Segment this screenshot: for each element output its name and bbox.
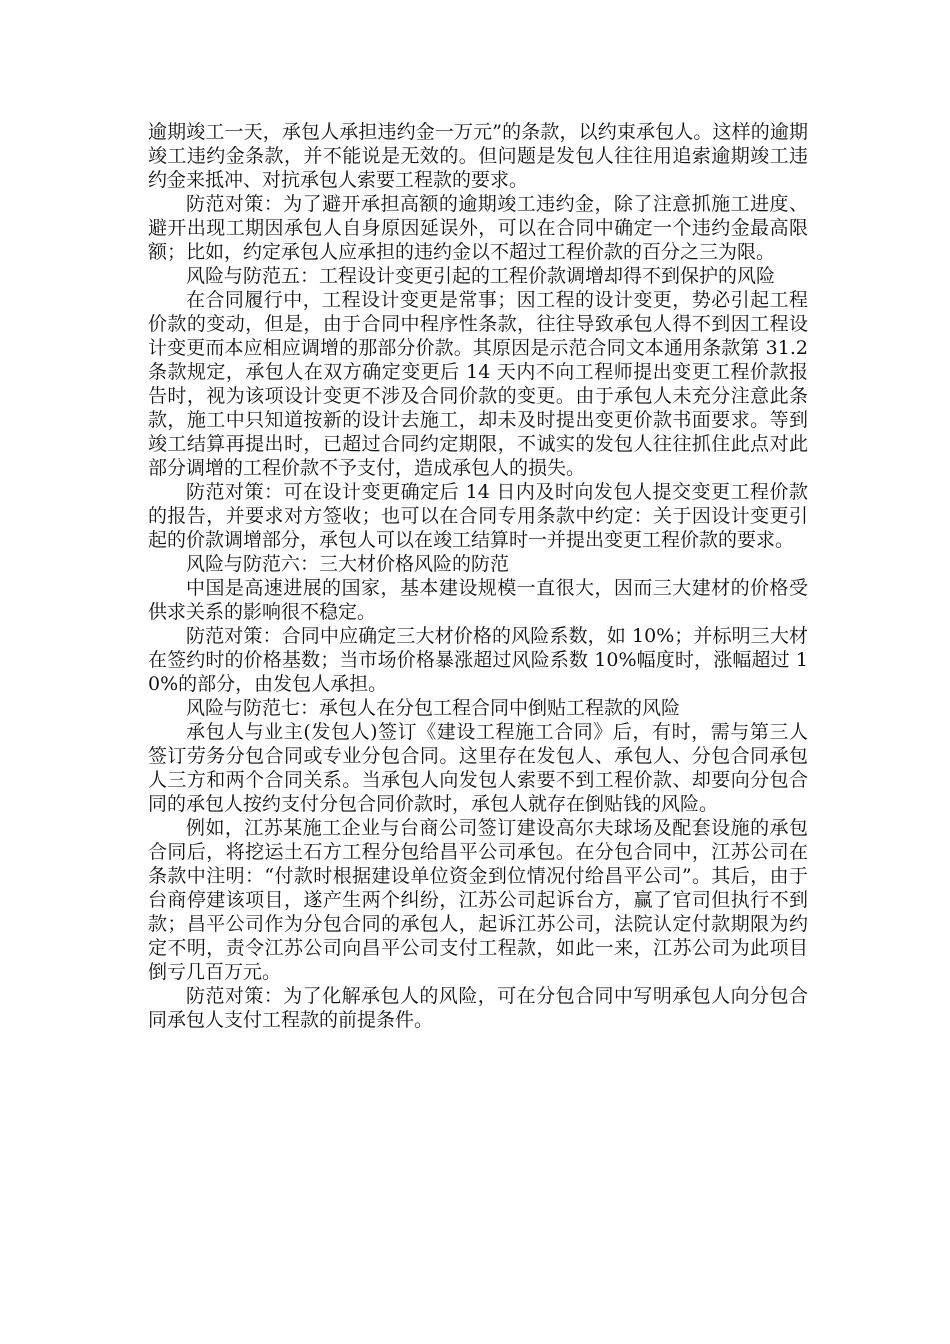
- document-body: [148, 120, 808, 1032]
- paragraph-5: 防范对策：可在设计变更确定后 14 日内及时向发包人提交变更工程价款的报告，并要求对方签收；也可以在合同专用条款中约定：关于因设计变更引起的价款调增部分，承包人可以在竣工结算时一并提出变更工程价款的要求。: [148, 481, 808, 551]
- paragraph-8: 防范对策：合同中应确定三大材价格的风险系数，如 10%；并标明三大材在签约时的价格基数；当市场价格暴涨超过风险系数 10%幅度时，涨幅超过 10%的部分，由发包人承担。: [148, 625, 808, 695]
- paragraph-1: 逾期竣工一天，承包人承担违约金一万元”的条款，以约束承包人。这样的逾期竣工违约金条款，并不能说是无效的。但问题是发包人往往用追索逾期竣工违约金来抵冲、对抗承包人索要工程款的要求。: [148, 121, 808, 191]
- paragraph-7: 中国是高速进展的国家，基本建设规模一直很大，因而三大建材的价格受供求关系的影响很不稳定。: [148, 577, 808, 623]
- section-heading-risk-5: 风险与防范五：工程设计变更引起的工程价款调增却得不到保护的风险: [186, 265, 776, 287]
- paragraph-10: 承包人与业主(发包人)签订《建设工程施工合同》后，有时，需与第三人签订劳务分包合同或专业分包合同。这里存在发包人、承包人、分包合同承包人三方和两个合同关系。当承包人向发包人索要不到工程价款、却要向分包合同的承包人按约支付分包合同价款时，承包人就存在倒贴钱的风险。: [148, 721, 808, 815]
- section-heading-risk-6: 风险与防范六：三大材价格风险的防范: [186, 553, 510, 575]
- paragraph-2: 防范对策：为了避开承担高额的逾期竣工违约金，除了注意抓施工进度、避开出现工期因承包人自身原因延误外，可以在合同中确定一个违约金最高限额；比如，约定承包人应承担的违约金以不超过工程价款的百分之三为限。: [148, 193, 808, 263]
- paragraph-12: 防范对策：为了化解承包人的风险，可在分包合同中写明承包人向分包合同承包人支付工程款的前提条件。: [148, 985, 808, 1031]
- section-heading-risk-7: 风险与防范七：承包人在分包工程合同中倒贴工程款的风险: [186, 697, 681, 719]
- paragraph-4: 在合同履行中，工程设计变更是常事；因工程的设计变更，势必引起工程价款的变动，但是，由于合同中程序性条款，往往导致承包人得不到因工程设计变更而本应相应调增的那部分价款。其原因是示范合同文本通用条款第 31.2 条款规定，承包人在双方确定变更后 14 天内不向工程师提出变更工程价款报告时，视为该项设计变更不涉及合同价款的变更。由于承包人未充分注意此条款，施工中只知道按新的设计去施工，却未及时提出变更价款书面要求。等到竣工结算再提出时，已超过合同约定期限，不诚实的发包人往往抓住此点对此部分调增的工程价款不予支付，造成承包人的损失。: [148, 289, 808, 479]
- paragraph-11: 例如，江苏某施工企业与台商公司签订建设高尔夫球场及配套设施的承包合同后，将挖运土石方工程分包给昌平公司承包。在分包合同中，江苏公司在条款中注明：“付款时根据建设单位资金到位情况付给昌平公司”。其后，由于台商停建该项目，遂产生两个纠纷，江苏公司起诉台方，赢了官司但执行不到款；昌平公司作为分包合同的承包人，起诉江苏公司，法院认定付款期限为约定不明，责令江苏公司向昌平公司支付工程款，如此一来，江苏公司为此项目倒亏几百万元。: [148, 817, 808, 983]
